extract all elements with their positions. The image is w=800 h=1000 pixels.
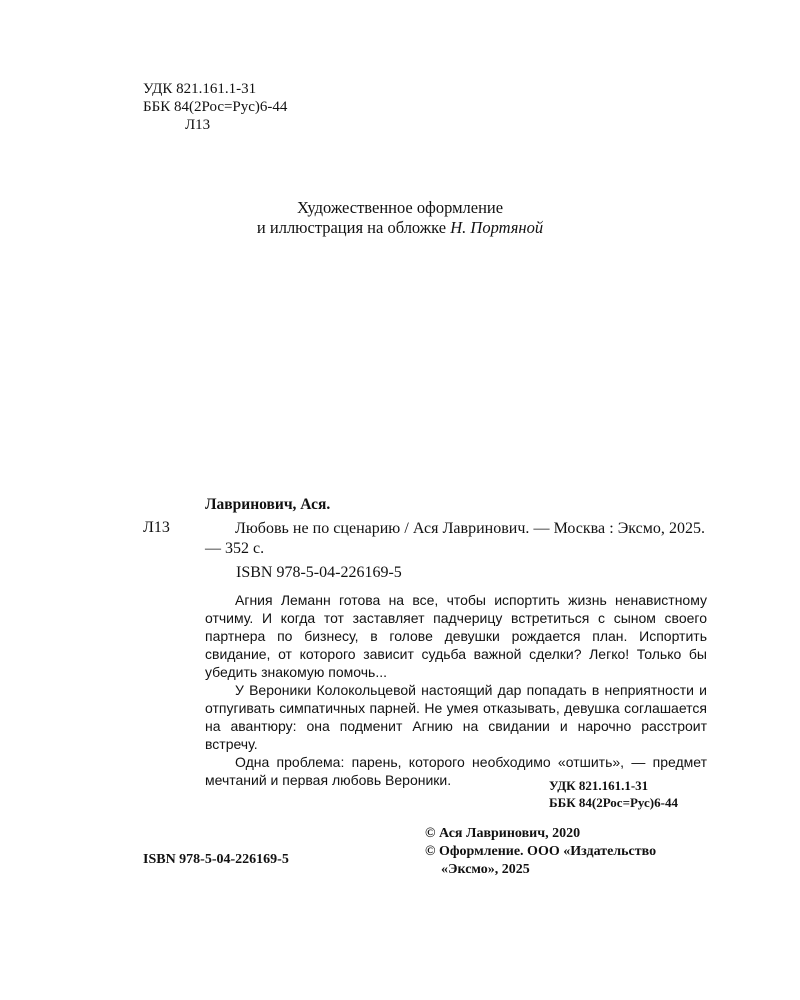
credits-line-2 [0,218,800,238]
catalog-author-sign: Л13 [143,519,170,536]
copyright-design-cont: «Эксмо», 2025 [441,862,530,877]
copyright-author: © Ася Лавринович, 2020 [425,826,581,841]
record-text: Любовь не по сценарию / Ася Лавринович. — Москва : Эксмо, 2025. — 352 с. [205,520,705,557]
credits-line-1: Художественное оформление [296,198,504,217]
bbk-code: ББК 84(2Рос=Рус)6-44 [143,99,288,115]
annotation-paragraph: У Вероники Колокольцевой настоящий дар попадать в неприятности и отпугивать симпатичных парней. Не умея отказывать, девушка соглашается на авантюру: она подменит Агнию на свидании и нарочно расстроит встречу. [205,682,707,752]
classification-block [143,80,287,134]
copyright-block [425,825,656,879]
bbk-code-right: ББК 84(2Рос=Рус)6-44 [549,795,678,810]
artist-name: Н. Портяной [450,218,544,237]
annotation-paragraph: Одна проблема: парень, которого необходимо «отшить», — предмет мечтаний и первая любовь Вероники. [205,754,707,788]
udk-code-right: УДК 821.161.1-31 [549,778,649,793]
credits-prefix: и иллюстрация на обложке [256,218,451,237]
record-isbn: ISBN 978-5-04-226169-5 [236,564,402,581]
author-heading: Лавринович, Ася. [205,496,331,513]
copyright-design: © Оформление. ООО «Издательство [425,844,657,859]
udk-block-right [549,777,678,811]
annotation [205,591,707,789]
bibliographic-record [205,513,705,559]
design-credits [0,198,800,238]
udk-code: УДК 821.161.1-31 [143,81,257,97]
annotation-paragraph: Агния Леманн готова на все, чтобы испортить жизнь ненавистному отчиму. И когда тот заставляет падчерицу встретиться с сыном своего партнера по бизнесу, в голове девушки рождается план. Испортить свидание, от которого зависит судьба важной сделки? Легко! Только бы убедить знакомую помочь... [205,592,707,680]
isbn-bottom: ISBN 978-5-04-226169-5 [143,852,289,867]
author-sign: Л13 [185,117,211,133]
